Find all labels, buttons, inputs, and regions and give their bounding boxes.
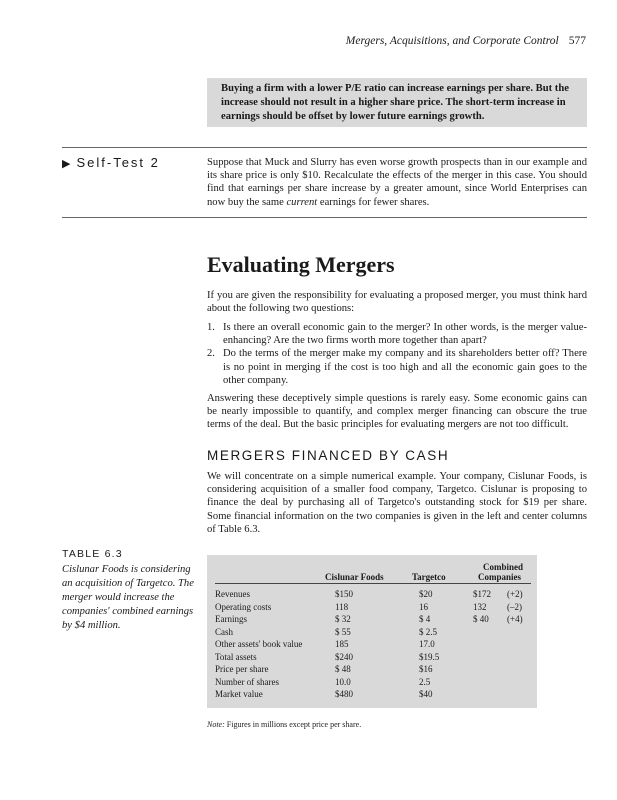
running-head-title: Mergers, Acquisitions, and Corporate Control [345, 35, 559, 47]
table-cell-targetco: $ 2.5 [419, 626, 437, 637]
self-test-emphasis: current [286, 196, 318, 208]
question-list [207, 321, 587, 387]
table-cell-label: Revenues [215, 589, 250, 599]
header-rule [215, 583, 531, 584]
note-text: Figures in millions except price per share. [224, 720, 362, 729]
self-test-text-2: earnings for fewer shares. [317, 196, 430, 208]
table-cell-change: (–2) [507, 601, 522, 612]
list-item-number: 2. [207, 348, 215, 360]
table-cell-cislunar: 118 [335, 601, 349, 612]
table-cell-cislunar: $150 [335, 589, 353, 599]
table-note [207, 720, 361, 729]
list-item-text: Is there an overall economic gain to the merger? In other words, is the merger value-enhancing? Are the two firms worth more together than apart? [223, 322, 587, 347]
table-cell-cislunar: $ 32 [335, 614, 351, 624]
table-cell-change: (+2) [507, 589, 523, 599]
subsection-title: MERGERS FINANCED BY CASH [207, 448, 450, 463]
top-divider [62, 147, 587, 148]
table-caption: Cislunar Foods is considering an acquisition of Targetco. The merger would increase the companies' combined earnings by $4 million. [62, 564, 194, 631]
table-cell-label: Number of shares [215, 676, 279, 687]
table-cell-label: Earnings [215, 614, 247, 624]
table-cell-cislunar: $480 [335, 689, 353, 699]
section-intro: If you are given the responsibility for evaluating a proposed merger, you must think hard about the following two questions: [207, 290, 587, 315]
table-cell-cislunar: $ 48 [335, 664, 351, 674]
table-cell-targetco: 16 [419, 601, 428, 612]
section-title: Evaluating Mergers [207, 252, 395, 277]
table-cell-targetco: $ 4 [419, 614, 431, 624]
table-cell-targetco: 2.5 [419, 676, 431, 687]
table-cell-cislunar: 10.0 [335, 676, 351, 687]
table-cell-combined: 132 [473, 601, 487, 612]
running-head [330, 35, 586, 47]
header-cislunar: Cislunar Foods [325, 572, 384, 582]
list-item [207, 347, 587, 387]
table-cell-label: Operating costs [215, 601, 272, 612]
table-cell-label: Price per share [215, 664, 269, 674]
header-targetco: Targetco [412, 572, 446, 582]
table-cell-combined: $ 40 [473, 614, 489, 624]
table-cell-change: (+4) [507, 614, 523, 624]
table-cell-targetco: $19.5 [419, 651, 440, 662]
header-combined-1: Combined [483, 562, 524, 572]
triangle-marker-icon: ▶ [62, 158, 71, 170]
subsection-text: We will concentrate on a simple numerical example. Your company, Cislunar Foods, is considering acquisition of a smaller food company, Targetco. Cislunar is proposing to finance the deal by purchasing all of Targetco's outstanding stock for $19 per share. Some financial information on the two companies is given in the left and center columns of Table 6.3. [207, 471, 587, 535]
table-cell-targetco: $20 [419, 589, 433, 599]
table-cell-cislunar: $ 55 [335, 626, 351, 637]
self-test-label-text: Self-Test 2 [76, 155, 160, 170]
table-cell-combined: $172 [473, 589, 491, 599]
key-point-callout [207, 78, 587, 127]
table-cell-label: Total assets [215, 651, 257, 662]
list-item [207, 321, 587, 347]
callout-text: Buying a firm with a lower P/E ratio can increase earnings per share. But the increase should not result in a higher share price. The short-term increase in earnings should be offset by lower future earnings growth. [221, 83, 569, 122]
list-item-number: 1. [207, 322, 215, 333]
table-cell-label: Market value [215, 689, 263, 699]
bottom-divider [62, 217, 587, 218]
self-test-label [62, 155, 160, 170]
financial-table [207, 555, 537, 708]
header-combined-2: Companies [478, 572, 522, 582]
table-cell-targetco: $16 [419, 664, 433, 674]
table-cell-targetco: $40 [419, 689, 433, 699]
table-label: TABLE 6.3 [62, 548, 123, 560]
section-answer: Answering these deceptively simple questions is rarely easy. Some economic gains can be nearly impossible to quantify, and complex merger financing can obscure the true terms of the deal. But the basic principles for evaluating mergers are not too difficult. [207, 393, 587, 431]
page-number: 577 [568, 35, 586, 47]
table-cell-label: Other assets' book value [215, 639, 303, 649]
self-test-text-1: Suppose that Muck and Slurry has even worse growth prospects than in our example and its share price is only $10. Recalculate the effects of the merger in this case. You should find that earnings per share increase by a greater amount, since World Enterprises can now buy the same [207, 157, 587, 208]
table-cell-label: Cash [215, 626, 233, 637]
note-label: Note: [207, 720, 225, 729]
table-cell-cislunar: 185 [335, 639, 349, 649]
list-item-text: Do the terms of the merger make my company and its shareholders better off? There is no point in merging if the cost is too high and all the economic gain goes to the other company. [223, 348, 587, 386]
table-cell-targetco: 17.0 [419, 639, 435, 649]
self-test-body [207, 156, 587, 209]
table-cell-cislunar: $240 [335, 651, 353, 662]
